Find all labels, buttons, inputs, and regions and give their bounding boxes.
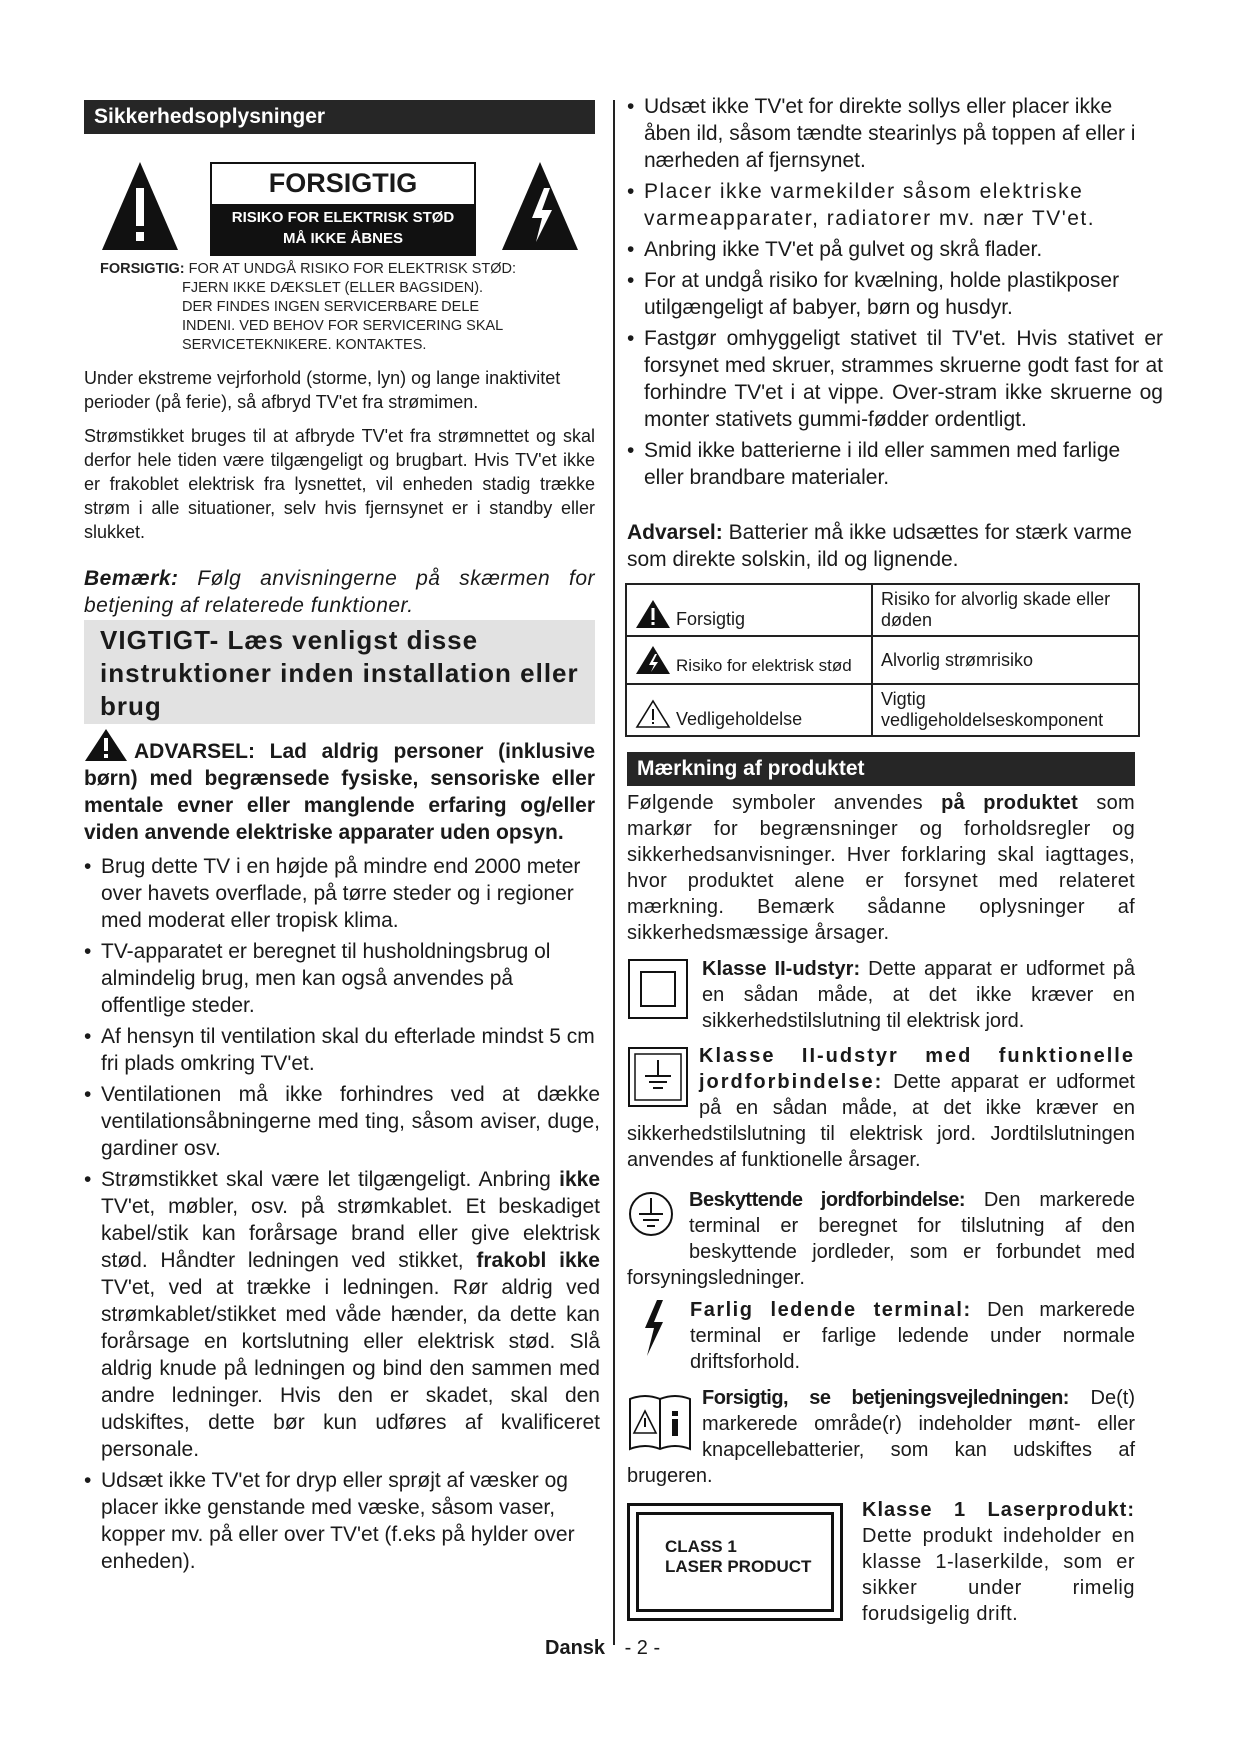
footer-language: Dansk [545,1637,606,1659]
warning-triangle-icon [84,728,128,762]
table-cell: Risiko for elektrisk stød [676,655,852,675]
advarsel-paragraph [627,519,1132,573]
important-text: VIGTIGT- Læs venligst disse instruktioner inden installation eller brug [100,625,579,721]
table-cell: Alvorlig strømrisiko [872,636,1139,684]
note-text: Følg anvisningerne på skærmen for betjening af relaterede funktioner. [84,567,595,617]
protective-earth-description: Beskyttende jordforbindelse: Den markerede terminal er beregnet for tilslutning af den beskyttende jordleder, som er forbundet med forsyningsledninger. [627,1189,1135,1289]
left-bullet-item: • Udsæt ikke TV'et for dryp eller sprøjt af væsker og placer ikke genstande med væske, såsom vaser, kopper mv. på eller over TV'et (f.eks på hylder over enheden). [84,1467,600,1575]
right-bullet-item: • Placer ikke varmekilder såsom elektriske varmeapparater, radiatorer mv. nær TV'et. [627,178,1163,232]
caution-notice-prefix: FORSIGTIG: [100,261,185,277]
note-paragraph [84,565,595,619]
right-bullet-list [627,93,1163,495]
laser-label-line1: CLASS 1 [665,1537,737,1556]
laser-label-line2: LASER PRODUCT [665,1557,812,1576]
table-row [626,684,1139,736]
table-cell: Vigtig vedligeholdelseskomponent [872,684,1139,736]
class-2-equipment-icon [627,958,689,1020]
exclamation-outline-icon [635,699,671,729]
section-title-marking: Mærkning af produktet [627,752,1135,786]
caution-notice [100,260,580,355]
caution-notice-line5: SERVICETEKNIKERE. KONTAKTES. [182,337,427,353]
caution-label-box [210,162,476,256]
hazardous-live-description: Farlig ledende terminal: Den markerede terminal er farlige ledende under normale driftsforhold. [690,1299,1135,1373]
left-bullet-list [84,853,600,1579]
laser-description: Klasse 1 Laserprodukt: Dette produkt indeholder en klasse 1-laserkilde, som er sikker under rimelig forudsigelig drift. [862,1499,1135,1625]
left-column [84,100,595,134]
note-label: Bemærk: [84,567,179,590]
footer-page-number: - 2 - [624,1637,661,1659]
symbol-table [625,583,1140,737]
section-title-safety: Sikkerhedsoplysninger [84,100,595,134]
left-bullet-item-cable: • Strømstikket skal være let tilgængeligt. Anbring ikke TV'et, møbler, osv. på strømkablet. Et beskadiget kabel/stik kan forårsage brand eller give elektrisk stød. Håndter ledningen ved stikket, frakobl ikke TV'et, ved at trække i ledningen. Rør aldrig ved strømkablet/stikket med våde hænder, da dette kan forårsage en kortslutning eller elektrisk stød. Slå aldrig knude på ledningen og bind den sammen med andre ledninger. Hvis den er skadet, skal den udskiftes, dette bør kun udføres af kvalificeret personale. [84,1166,600,1463]
caution-notice-line1: FOR AT UNDGÅ RISIKO FOR ELEKTRISK STØD: [188,261,517,277]
right-bullet-item: • Fastgør omhyggeligt stativet til TV'et. Hvis stativet er forsynet med skruer, strammes skruerne godt fast for at forhindre TV'et i at vippe. Over-stram ikke skruerne og monter stativets gummi-fødder ordentligt. [627,325,1163,433]
caution-label-line1: RISIKO FOR ELEKTRISK STØD [231,209,455,226]
right-bullet-item: • Anbring ikke TV'et på gulvet og skrå flader. [627,236,1163,263]
table-cell: Forsigtig [676,608,746,629]
class-2-functional-description: Klasse II-udstyr med funktionelle jordforbindelse: Dette apparat er udformet på en sådan måde, at det ikke kræver en sikkerhedstilslutning til elektrisk jord. Jordtilslutningen anvendes af funktionelle årsager. [627,1045,1135,1171]
caution-notice-line3: DER FINDES INGEN SERVICERBARE DELE [182,299,480,315]
advarsel-label: Advarsel: [627,521,723,544]
caution-notice-line2: FJERN IKKE DÆKSLET (ELLER BAGSIDEN). [182,280,484,296]
advarsel-text: Batterier må ikke udsættes for stærk varme som direkte solskin, ild og lignende. [627,521,1132,571]
table-row [626,584,1139,636]
table-cell: Vedligeholdelse [676,708,803,729]
table-row [626,636,1139,684]
warning-paragraph [84,728,595,846]
manual-description: Forsigtig, se betjeningsvejledningen: De(t) markerede område(r) indeholder mønt- eller knapcellebatterier, som kan udskiftes af brugeren. [627,1387,1135,1487]
hazardous-live-icon [641,1300,667,1356]
table-cell: Risiko for alvorlig skade eller døden [872,584,1139,636]
right-bullet-item: • For at undgå risiko for kvælning, holde plastikposer utilgængeligt af babyer, børn og husdyr. [627,267,1163,321]
left-bullet-item: • TV-apparatet er beregnet til husholdningsbrug ol almindelig brug, men kan også anvendes på offentlige steder. [84,938,600,1019]
laser-label-box [627,1503,843,1621]
exclamation-triangle-icon [635,599,671,629]
caution-label-title: FORSIGTIG [268,168,418,198]
left-bullet-item: • Ventilationen må ikke forhindres ved at dække ventilationsåbningerne med ting, såsom aviser, duge, gardiner osv. [84,1081,600,1162]
page-footer [545,1637,660,1660]
weather-paragraph: Under ekstreme vejrforhold (storme, lyn) og lange inaktivitet perioder (på ferie), så afbryd TV'et fra strømimen. [84,368,561,412]
left-bullet-item: • Brug dette TV i en højde på mindre end 2000 meter over havets overflade, på tørre steder og i regioner med moderat eller tropisk klima. [84,853,600,934]
left-bullet-item: • Af hensyn til ventilation skal du efterlade mindst 5 cm fri plads omkring TV'et. [84,1023,600,1077]
exclamation-triangle-icon [100,160,180,252]
right-bullet-item: • Smid ikke batterierne i ild eller sammen med farlige eller brandbare materialer. [627,437,1163,491]
lightning-triangle-icon [635,645,671,675]
right-bullet-item: • Udsæt ikke TV'et for direkte sollys eller placer ikke åben ild, såsom tændte stearinlys på toppen af eller i nærheden af fjernsynet. [627,93,1163,174]
lightning-triangle-icon [500,160,580,252]
class-2-description: Klasse II-udstyr: Dette apparat er udformet på en sådan måde, at det ikke kræver en sikkerhedstilslutning til elektrisk jord. [702,958,1135,1032]
important-box [84,620,595,724]
marking-intro: Følgende symboler anvendes på produktet som markør for begrænsninger og forholdsregler og sikkerhedsanvisninger. Hver forklaring skal iagttages, hvor produktet alene er forsynet med relateret mærkning. Bemærk sådanne oplysninger af sikkerhedsmæssige årsager. [627,792,1135,944]
column-divider [613,100,615,1645]
caution-label-line2: MÅ IKKE ÅBNES [282,230,403,247]
caution-notice-line4: INDENI. VED BEHOV FOR SERVICERING SKAL [182,318,504,334]
warning-text: ADVARSEL: Lad aldrig personer (inklusive børn) med begrænsede fysiske, sensoriske eller mentale evner eller manglende erfaring og/eller viden anvende elektriske apparater uden opsyn. [84,740,595,844]
caution-graphic [100,160,580,260]
plug-paragraph: Strømstikket bruges til at afbryde TV'et fra strømnettet og skal derfor hele tiden være tilgængeligt og brugbart. Hvis TV'et ikke er frakoblet elektrisk fra lysnettet, vil enheden stadig trække strøm i alle situationer, selv hvis fjernsynet er i standby eller slukket. [84,426,595,542]
